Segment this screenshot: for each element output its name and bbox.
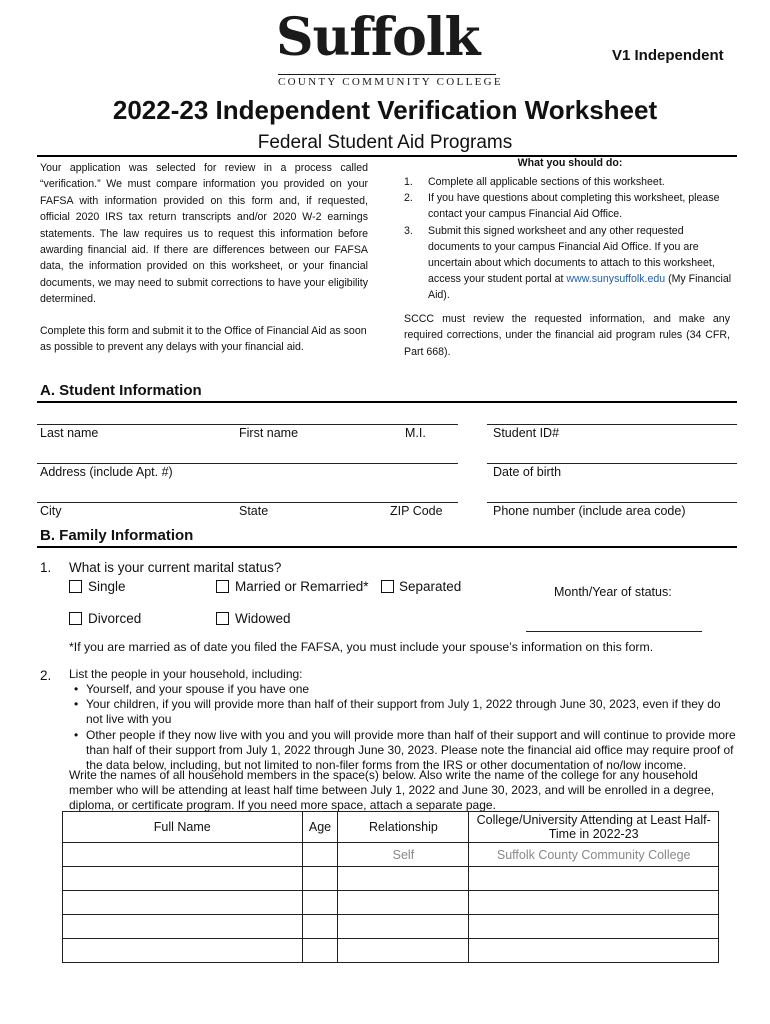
q2-text: List the people in your household, including: — [69, 667, 303, 681]
last-name-field[interactable]: Last name — [40, 426, 99, 440]
section-b-rule — [37, 546, 737, 548]
relationship-cell[interactable] — [338, 891, 469, 915]
college-cell[interactable] — [469, 891, 719, 915]
version-label: V1 Independent — [612, 47, 724, 64]
separated-label: Separated — [399, 579, 462, 594]
logo-subtitle: COUNTY COMMUNITY COLLEGE — [278, 76, 503, 88]
zip-field[interactable]: ZIP Code — [390, 504, 443, 518]
single-checkbox[interactable] — [69, 580, 82, 593]
widowed-label: Widowed — [235, 611, 291, 626]
household-table — [62, 811, 719, 963]
college-cell[interactable] — [469, 939, 719, 963]
divorced-checkbox[interactable] — [69, 612, 82, 625]
page-title: 2022-23 Independent Verification Worksheet — [112, 95, 658, 125]
todo-heading: What you should do: — [517, 157, 623, 169]
name-cell[interactable] — [63, 867, 303, 891]
bullet-item: • Other people if they now live with you and you will provide more than half of their support and will continue to provide more than half of their support from July 1, 2022 through June 30, 2023. Please note the financial aid office may require proof of the data below, including, but not limited to non-filer forms from the IRS or other documentation of no/low income. — [74, 728, 738, 774]
table-header-row — [63, 812, 719, 843]
intro-paragraph: Your application was selected for review in a process called “verification.” We must compare information you provided on your FAFSA with information provided on this form and, if requested, official 2020 IRS tax return transcripts and/or 2020 W-2 earnings statements. The law requires us to request this information before awarding financial aid. If there are differences between our FAFSA data, the information provided on this worksheet, or your financial documents, we may need to submit corrections to have your eligibility determined. — [40, 162, 368, 306]
logo-wordmark: Suffolk — [276, 7, 480, 68]
relationship-cell[interactable]: Self — [338, 843, 469, 867]
table-row — [63, 891, 719, 915]
widowed-checkbox[interactable] — [216, 612, 229, 625]
phone-field-line — [487, 502, 737, 503]
header-relationship: Relationship — [338, 812, 469, 843]
city-field-line — [37, 502, 458, 503]
section-a-rule — [37, 401, 737, 403]
age-cell[interactable] — [302, 843, 338, 867]
college-cell[interactable]: Suffolk County Community College — [469, 843, 719, 867]
age-cell[interactable] — [302, 867, 338, 891]
month-year-input[interactable] — [526, 631, 702, 632]
todo-item: 2. If you have questions about completing this worksheet, please contact your campus Financial Aid Office. — [404, 192, 720, 221]
single-label: Single — [88, 579, 126, 594]
header-age: Age — [302, 812, 338, 843]
city-field[interactable]: City — [40, 504, 62, 518]
intro-submit-note: Complete this form and submit it to the Office of Financial Aid as soon as possible to prevent any delays with your financial aid. — [40, 325, 367, 354]
q2-number: 2. — [40, 668, 52, 683]
bullet-item: • Your children, if you will provide more than half of their support from July 1, 2022 through June 30, 2023, even if they do not live with you — [74, 697, 738, 727]
household-bullets — [74, 682, 738, 773]
q1-text: What is your current marital status? — [69, 560, 282, 575]
page-subtitle: Federal Student Aid Programs — [257, 132, 513, 153]
todo-item: 3. Submit this signed worksheet and any other requested documents to your campus Financial Aid Office. If you are uncertain about which documents to attach to this worksheet, access your student portal at www.sunysuffolk.edu (My Financial Aid). — [404, 224, 732, 302]
name-cell[interactable] — [63, 843, 303, 867]
married-checkbox[interactable] — [216, 580, 229, 593]
age-cell[interactable] — [302, 891, 338, 915]
q1-number: 1. — [40, 560, 52, 575]
sccc-note: SCCC must review the requested information, and make any required corrections, under the financial aid program rules (34 CFR, Part 668). — [404, 313, 730, 358]
month-year-label: Month/Year of status: — [554, 585, 672, 599]
todo-list — [404, 174, 732, 304]
relationship-cell[interactable] — [338, 939, 469, 963]
header-college: College/University Attending at Least Half-Time in 2022-23 — [469, 812, 719, 843]
name-cell[interactable] — [63, 939, 303, 963]
mi-field[interactable]: M.I. — [405, 426, 426, 440]
college-cell[interactable] — [469, 915, 719, 939]
first-name-field[interactable]: First name — [239, 426, 299, 440]
address-field-line — [37, 463, 458, 464]
table-row — [63, 939, 719, 963]
section-b-heading: B. Family Information — [40, 527, 194, 544]
table-row — [63, 867, 719, 891]
portal-link[interactable]: www.sunysuffolk.edu — [566, 273, 666, 286]
divorced-label: Divorced — [88, 611, 142, 626]
age-cell[interactable] — [302, 915, 338, 939]
name-field-line — [37, 424, 458, 425]
relationship-cell[interactable] — [338, 915, 469, 939]
dob-field-line — [487, 463, 737, 464]
table-row — [63, 843, 719, 867]
relationship-cell[interactable] — [338, 867, 469, 891]
college-cell[interactable] — [469, 867, 719, 891]
name-cell[interactable] — [63, 891, 303, 915]
address-field[interactable]: Address (include Apt. #) — [40, 465, 173, 479]
student-id-field-line — [487, 424, 737, 425]
section-a-heading: A. Student Information — [40, 382, 202, 399]
age-cell[interactable] — [302, 939, 338, 963]
bullet-item: • Yourself, and your spouse if you have one — [74, 682, 738, 697]
married-label: Married or Remarried* — [235, 579, 369, 594]
state-field[interactable]: State — [239, 504, 269, 518]
spouse-note: *If you are married as of date you filed the FAFSA, you must include your spouse’s information on this form. — [69, 640, 654, 654]
table-row — [63, 915, 719, 939]
separated-checkbox[interactable] — [381, 580, 394, 593]
header-full-name: Full Name — [63, 812, 303, 843]
phone-field[interactable]: Phone number (include area code) — [493, 504, 686, 518]
student-id-field[interactable]: Student ID# — [493, 426, 560, 440]
todo-item: 1. Complete all applicable sections of this worksheet. — [404, 176, 665, 188]
dob-field[interactable]: Date of birth — [493, 465, 562, 479]
household-instructions: Write the names of all household members in the space(s) below. Also write the name of the college for any household member who will be attending at least half time between July 1, 2022 and June 30, 2023, and will be enrolled in a degree, diploma, or certificate program. If you need more space, attach a separate page. — [69, 768, 715, 813]
college-logo — [276, 7, 503, 88]
name-cell[interactable] — [63, 915, 303, 939]
